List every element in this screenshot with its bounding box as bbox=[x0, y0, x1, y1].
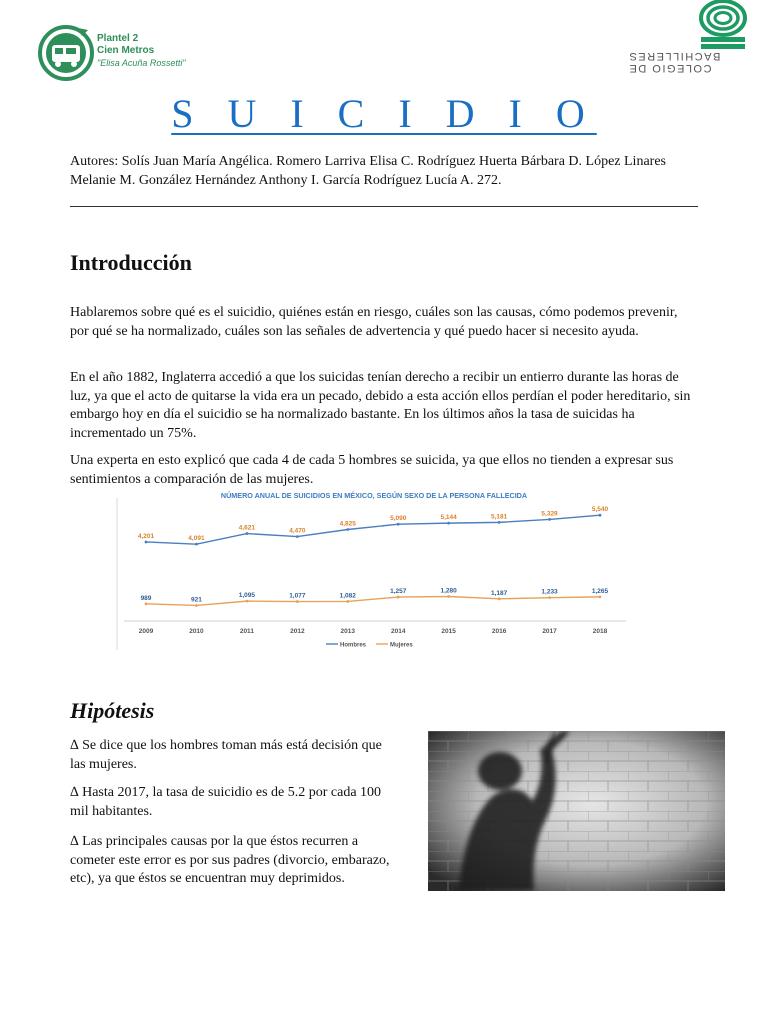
plantel-line1: Plantel 2 bbox=[97, 33, 139, 44]
x-tick-label: 2012 bbox=[290, 628, 305, 635]
data-point-hombres bbox=[145, 541, 148, 544]
delta-bullet-icon: ∆ bbox=[70, 785, 79, 800]
data-label-hombres: 4,091 bbox=[188, 535, 205, 543]
x-tick-label: 2013 bbox=[340, 628, 356, 635]
data-point-hombres bbox=[195, 543, 198, 546]
intro-paragraph-1: Hablaremos sobre qué es el suicidio, quiénes están en riesgo, cuáles son las causas, cómo podemos prevenir, por qué se ha normalizado, cuáles son las señales de advertencia y qué puedo hacer si necesito ayuda. bbox=[70, 305, 678, 339]
suicide-line-chart bbox=[116, 488, 632, 650]
data-label-mujeres: 1,257 bbox=[390, 588, 407, 596]
data-point-mujeres bbox=[397, 596, 400, 599]
x-tick-label: 2015 bbox=[441, 628, 456, 635]
hypothesis-bullet-3 bbox=[70, 833, 400, 889]
data-point-mujeres bbox=[346, 600, 349, 603]
x-tick-label: 2010 bbox=[189, 628, 204, 635]
hypothesis-text-2: Hasta 2017, la tasa de suicidio es de 5.2 por cada 100 mil habitantes. bbox=[70, 785, 382, 819]
data-label-mujeres: 1,265 bbox=[591, 587, 609, 595]
hypothesis-bullet-1 bbox=[70, 737, 400, 774]
plantel-line2: Cien Metros bbox=[97, 45, 155, 56]
shadow-silhouette-on-brick-wall-image bbox=[428, 731, 725, 891]
x-tick-label: 2017 bbox=[542, 628, 557, 635]
data-point-mujeres bbox=[145, 602, 148, 605]
delta-bullet-icon: ∆ bbox=[70, 834, 79, 849]
delta-bullet-icon: ∆ bbox=[70, 738, 79, 753]
x-tick-label: 2014 bbox=[390, 628, 406, 635]
data-label-mujeres: 921 bbox=[191, 596, 202, 604]
authors-text: Autores: Solís Juan María Angélica. Romero Larriva Elisa C. Rodríguez Huerta Bárbara D. López Linares Melanie M. González Hernández Anthony I. García Rodríguez Lucía A. 272. bbox=[70, 154, 666, 188]
x-tick-label: 2009 bbox=[138, 628, 154, 635]
data-label-hombres: 4,470 bbox=[289, 527, 306, 535]
data-point-hombres bbox=[397, 523, 400, 526]
data-point-mujeres bbox=[599, 595, 602, 598]
data-label-mujeres: 989 bbox=[140, 594, 152, 602]
x-tick-label: 2018 bbox=[592, 628, 608, 635]
data-label-mujeres: 1,082 bbox=[339, 592, 356, 600]
data-point-mujeres bbox=[245, 600, 248, 603]
intro-paragraph-2: En el año 1882, Inglaterra accedió a que los suicidas tenían derecho a recibir un entierro durante las horas de luz, ya que el acto de quitarse la vida era un pecado, debido a esta acción ellos perdían el poder hereditario, sin embargo hoy en día el suicidio se ha normalizado bastante. En los últimos años la tasa de suicidas ha incrementado un 75%. bbox=[70, 370, 691, 441]
colegio-logo bbox=[620, 0, 750, 76]
data-point-mujeres bbox=[498, 597, 501, 600]
data-point-hombres bbox=[296, 535, 299, 538]
data-label-hombres: 5,181 bbox=[490, 513, 508, 521]
data-label-mujeres: 1,280 bbox=[440, 587, 457, 595]
bus-emblem-icon bbox=[38, 22, 94, 84]
hypothesis-heading: Hipótesis bbox=[70, 698, 155, 723]
x-tick-label: 2016 bbox=[491, 628, 507, 635]
colegio-line2: BACHILLERES bbox=[628, 50, 721, 62]
intro-paragraph-3: Una experta en esto explicó que cada 4 de cada 5 hombres se suicida, ya que ellos no tienden a expresar sus sentimientos a comparación de las mujeres. bbox=[70, 453, 674, 487]
plantel-logo bbox=[38, 22, 238, 86]
data-point-hombres bbox=[447, 522, 450, 525]
data-point-hombres bbox=[498, 521, 501, 524]
data-point-mujeres bbox=[296, 600, 299, 603]
data-label-hombres: 4,621 bbox=[238, 524, 256, 532]
divider bbox=[70, 206, 698, 207]
data-point-hombres bbox=[599, 514, 602, 517]
plantel-line3: "Elisa Acuña Rossetti" bbox=[97, 58, 186, 68]
document-title: S U I C I D I O bbox=[171, 91, 597, 136]
data-point-mujeres bbox=[447, 595, 450, 598]
colegio-line1: COLEGIO DE bbox=[628, 62, 712, 74]
data-label-hombres: 4,825 bbox=[339, 520, 356, 528]
data-label-hombres: 5,329 bbox=[541, 510, 558, 518]
data-point-hombres bbox=[346, 528, 349, 531]
data-point-mujeres bbox=[548, 596, 551, 599]
chart-title: NÚMERO ANUAL DE SUICIDIOS EN MÉXICO, SEGÚN SEXO DE LA PERSONA FALLECIDA bbox=[220, 491, 528, 500]
data-label-mujeres: 1,187 bbox=[490, 589, 508, 597]
intro-heading: Introducción bbox=[70, 250, 192, 275]
data-point-mujeres bbox=[195, 604, 198, 607]
data-label-mujeres: 1,095 bbox=[238, 592, 256, 600]
hypothesis-text-1: Se dice que los hombres toman más está decisión que las mujeres. bbox=[70, 738, 382, 772]
x-tick-label: 2011 bbox=[239, 628, 254, 635]
hypothesis-text-3: Las principales causas por la que éstos recurren a cometer este error es por sus padres (divorcio, embarazo, etc), ya que éstos se encuentran muy deprimidos. bbox=[70, 834, 390, 886]
data-label-hombres: 5,540 bbox=[591, 506, 609, 514]
legend-label: Hombres bbox=[340, 642, 367, 649]
legend-label: Mujeres bbox=[390, 642, 413, 649]
data-label-hombres: 5,144 bbox=[440, 514, 457, 522]
data-point-hombres bbox=[245, 532, 248, 535]
data-point-hombres bbox=[548, 518, 551, 521]
data-label-mujeres: 1,077 bbox=[289, 592, 306, 600]
data-label-hombres: 4,201 bbox=[137, 532, 155, 540]
data-label-mujeres: 1,233 bbox=[541, 588, 558, 596]
spiral-emblem-icon bbox=[698, 0, 748, 50]
hypothesis-bullet-2 bbox=[70, 784, 400, 821]
data-label-hombres: 5,090 bbox=[390, 515, 407, 523]
